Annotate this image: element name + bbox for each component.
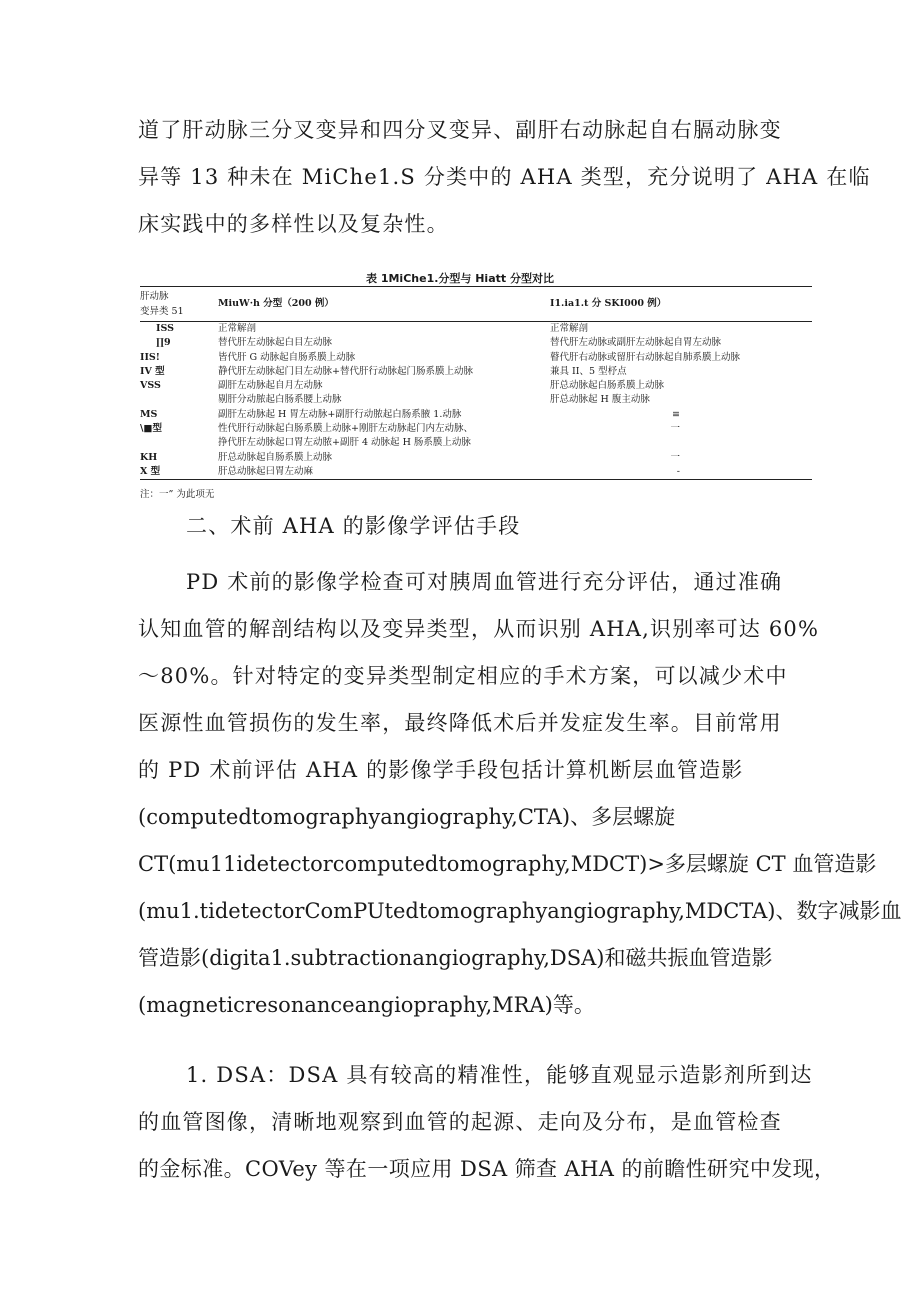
table-caption: 表 1MiChe1.分型与 Hiatt 分型对比 (366, 272, 554, 285)
header-type-line: 变异类 51 (140, 306, 184, 317)
cell-hiatt: - (676, 465, 680, 477)
table-header-row (140, 287, 812, 322)
cell-michels: 静代肝左动脉起门目左动脉+替代肝行动脉起门肠系膜上动脉 (218, 365, 473, 377)
paragraph-line: 医源性血管损伤的发生率，最终降低术后并发症发生率。目前常用 (138, 711, 782, 735)
paragraph-line: (magneticresonanceangiopraphy,MRA)等。 (138, 993, 595, 1017)
cell-hiatt: 替代肝左动脉或副肝左动脉起自胃左动脉 (550, 337, 722, 349)
paragraph-line: 异等 13 种未在 MiChe1.S 分类中的 AHA 类型，充分说明了 AHA 在临 (138, 165, 871, 189)
paragraph-line: 床实践中的多样性以及复杂性。 (138, 212, 449, 236)
cell-type: MS (140, 408, 158, 420)
table-row (140, 322, 812, 337)
cell-michels: 性代肝行动脉起白肠系膜上动脉+刚肝左动脉起门内左动脉、 (218, 423, 473, 435)
cell-hiatt: 肝总动脉起白肠系膜上动脉 (550, 380, 665, 392)
cell-michels: 副肝左动脉起 H 胃左动脉+副肝行动脓起白肠系腋 1.动脉 (218, 408, 462, 420)
paragraph-line: 的金标准。COVey 等在一项应用 DSA 筛查 AHA 的前瞻性研究中发现， (138, 1157, 836, 1181)
paragraph-line: 的 PD 术前评估 AHA 的影像学手段包括计算机断层血管造影 (138, 758, 744, 782)
paragraph-line: 认知血管的解剖结构以及变异类型，从而识别 AHA,识别率可达 60% (138, 617, 820, 641)
cell-michels: 副肝左动脉起自月左动脉 (218, 380, 323, 392)
paragraph-line: 管造影(digita1.subtractionangiography,DSA)和磁共振血管造影 (138, 946, 773, 970)
section-heading: 二、术前 AHA 的影像学评估手段 (186, 514, 521, 538)
cell-hiatt: 一 (670, 451, 680, 463)
cell-michels: 正常解剖 (218, 323, 257, 334)
paragraph-line: CT(mu11idetectorcomputedtomography,MDCT)>多层螺旋 CT 血管造影 (138, 852, 877, 876)
header-michels: MiuW·h 分型（200 例） (218, 297, 334, 309)
cell-type: KH (140, 451, 158, 463)
paragraph-dsa (138, 1052, 836, 1193)
table-row (140, 393, 812, 407)
cell-type: ISS (156, 323, 174, 334)
cell-michels: 肝总动脉起自肠系膜上动脉 (218, 451, 333, 463)
cell-type: VSS (140, 380, 161, 392)
table-row (140, 336, 812, 350)
cell-michels: 替代肝左动脉起白目左动脉 (218, 337, 333, 349)
header-variation-type (140, 287, 218, 322)
table-row (140, 365, 812, 379)
cell-type (140, 393, 218, 407)
cell-hiatt: 兼具 II、5 型杼点 (550, 365, 627, 377)
table-row (140, 351, 812, 365)
cell-type: \■型 (140, 423, 162, 435)
cell-hiatt: ≡ (672, 408, 680, 420)
paragraph-line: ～80%。针对特定的变异类型制定相应的手术方案，可以减少术中 (138, 664, 788, 688)
paragraph-line: 的血管图像，清晰地观察到血管的起源、走向及分布，是血管检查 (138, 1110, 782, 1134)
cell-type (140, 436, 218, 450)
cell-type: X 型 (140, 465, 161, 477)
cell-michels: 挣代肝左动脉起口胃左动脓+副肝 4 动脉起 H 肠系膜上动脉 (218, 437, 471, 449)
table-row (140, 465, 812, 480)
cell-type: IIS! (140, 351, 160, 363)
paragraph-line: 1. DSA：DSA 具有较高的精准性，能够直观显示造影剂所到达 (186, 1063, 813, 1087)
paragraph-imaging (138, 559, 902, 1029)
table-row (140, 451, 812, 465)
paragraph-line: 道了肝动脉三分叉变异和四分叉变异、副肝右动脉起自右膈动脉变 (138, 118, 782, 142)
paragraph-intro (138, 107, 871, 248)
cell-hiatt: 瞽代肝右动脉或留肝右动脉起自肺系膜上动脉 (550, 351, 741, 363)
cell-michels: 肝总动脉起曰胃左动麻 (218, 465, 314, 477)
cell-hiatt: 正常解剖 (550, 323, 589, 334)
cell-hiatt (550, 436, 812, 450)
table-row (140, 422, 812, 436)
comparison-table (140, 286, 812, 480)
header-hiatt: I1.ia1.t 分 SKI000 例） (550, 297, 667, 309)
table-note: 注：一” 为此项无 (140, 489, 215, 500)
cell-michels: 皆代肝 G 动脉起自肠系膜上动脉 (218, 351, 356, 363)
table-row (140, 408, 812, 422)
cell-michels: 剔肝分动脓起白肠系腰上动脉 (218, 394, 342, 406)
cell-hiatt: 一 (670, 423, 680, 435)
cell-type: IV 型 (140, 365, 165, 377)
cell-type: ∏9 (156, 337, 171, 349)
paragraph-line: (mu1.tidetectorComPUtedtomographyangiography,MDCTA)、数字减影血 (138, 899, 902, 923)
cell-hiatt: 肝总动脉起 H 腹主动脉 (550, 394, 650, 406)
table-row (140, 379, 812, 393)
header-type-line: 肝动脉 (140, 291, 169, 302)
paragraph-line: (computedtomographyangiography,CTA)、多层螺旋 (138, 805, 676, 829)
table-row (140, 436, 812, 450)
paragraph-line: PD 术前的影像学检查可对胰周血管进行充分评估，通过准确 (186, 570, 783, 594)
